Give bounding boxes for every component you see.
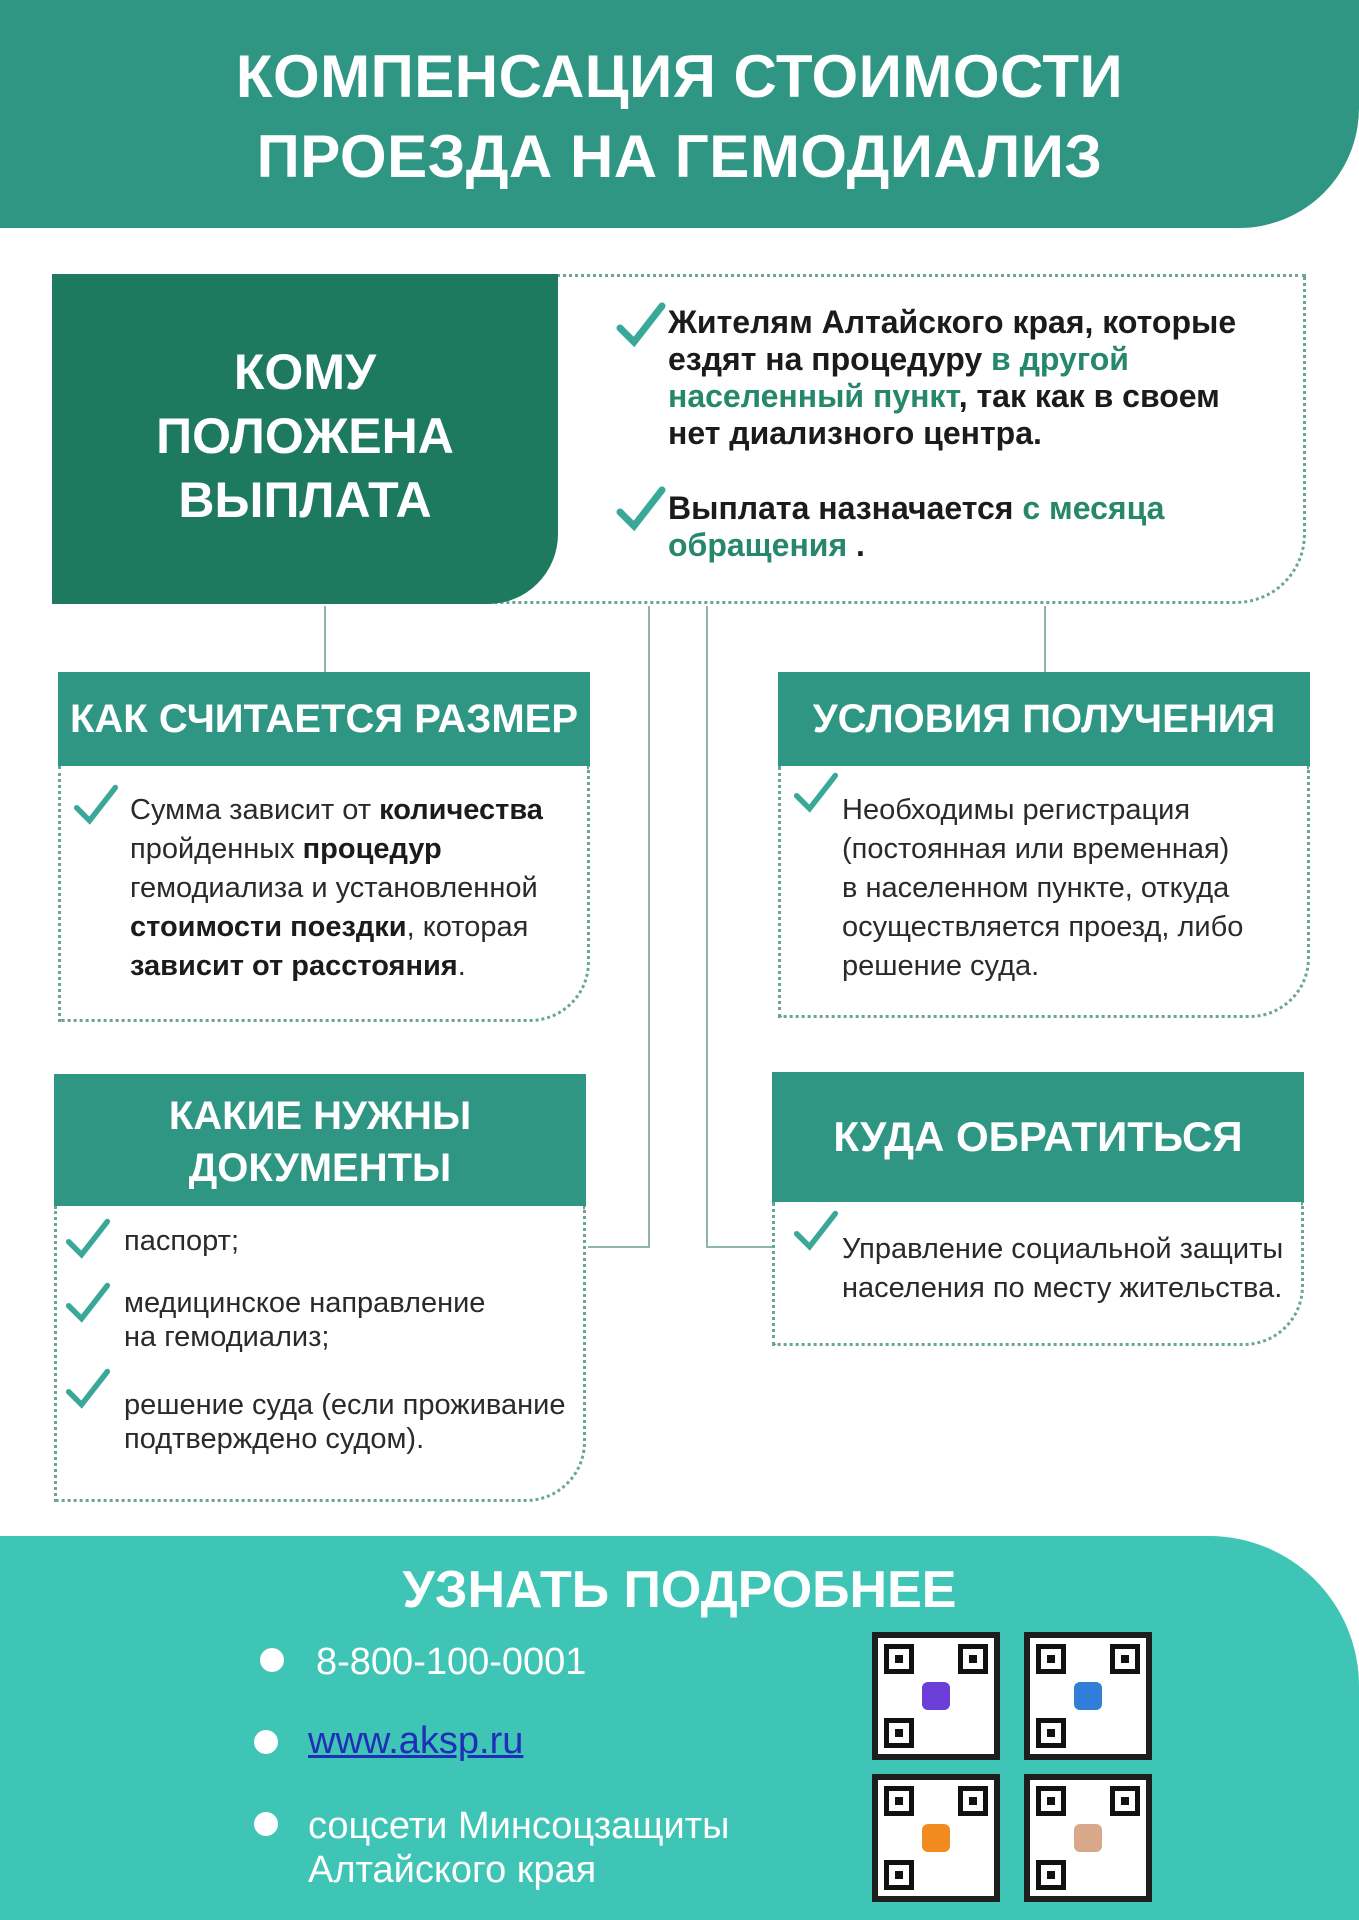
connector-line (588, 1246, 650, 1248)
documents-item-passport: паспорт; (124, 1225, 239, 1257)
vk-icon (1074, 1682, 1102, 1710)
check-icon (792, 770, 840, 816)
documents-heading: КАКИЕ НУЖНЫ ДОКУМЕНТЫ (54, 1074, 586, 1206)
connector-line (1044, 606, 1046, 672)
qr-code-vk[interactable] (1024, 1632, 1152, 1760)
page-title-line1: КОМПЕНСАЦИЯ СТОИМОСТИ (235, 43, 1124, 110)
connector-line (648, 606, 650, 1248)
conditions-heading: УСЛОВИЯ ПОЛУЧЕНИЯ (778, 672, 1310, 766)
connector-line (324, 606, 326, 672)
check-icon (72, 782, 120, 828)
check-icon (64, 1280, 112, 1326)
size-heading: КАК СЧИТАЕТСЯ РАЗМЕР (58, 672, 590, 766)
check-icon (64, 1216, 112, 1262)
social-networks-text: соцсети Минсоцзащиты Алтайского края (308, 1805, 730, 1891)
ok-icon (922, 1824, 950, 1852)
dzen-icon (922, 1682, 950, 1710)
where-text: Управление социальной защиты населения по месту жительства. (842, 1233, 1284, 1304)
bullet-icon (260, 1648, 284, 1672)
page-title-line2: ПРОЕЗДА НА ГЕМОДИАЛИЗ (256, 123, 1103, 190)
header-banner (0, 0, 1359, 228)
bullet-icon (254, 1812, 278, 1836)
qr-code-dzen[interactable] (872, 1632, 1000, 1760)
check-icon (792, 1208, 840, 1254)
connector-line (706, 1246, 772, 1248)
check-icon (64, 1366, 112, 1412)
who-item-payment-start: Выплата назначается с месяца обращения . (668, 490, 1165, 563)
size-text: Сумма зависит от количества пройденных процедур гемодиализа и установленной стоимости поездки, которая зависит от расстояния. (130, 794, 543, 982)
documents-item-referral: медицинское направление на гемодиализ; (124, 1287, 486, 1353)
phone-number[interactable]: 8-800-100-0001 (316, 1641, 587, 1683)
qr-code-other[interactable] (1024, 1774, 1152, 1902)
who-eligible-heading: КОМУ ПОЛОЖЕНА ВЫПЛАТА (52, 274, 558, 604)
connector-line (706, 606, 708, 1248)
who-item-residents: Жителям Алтайского края, которые ездят на процедуру в другой населенный пункт, так как в своем нет диализного центра. (668, 304, 1237, 451)
website-link[interactable]: www.aksp.ru (308, 1720, 524, 1762)
documents-item-court: решение суда (если проживание подтверждено судом). (124, 1389, 566, 1455)
conditions-text: Необходимы регистрация (постоянная или временная) в населенном пункте, откуда осуществляется проезд, либо решение суда. (842, 794, 1244, 982)
check-icon (616, 300, 666, 350)
telegram-like-icon (1074, 1824, 1102, 1852)
bullet-icon (254, 1730, 278, 1754)
learn-more-title: УЗНАТЬ ПОДРОБНЕЕ (402, 1561, 957, 1619)
check-icon (616, 484, 666, 534)
where-heading: КУДА ОБРАТИТЬСЯ (772, 1072, 1304, 1202)
qr-code-ok[interactable] (872, 1774, 1000, 1902)
